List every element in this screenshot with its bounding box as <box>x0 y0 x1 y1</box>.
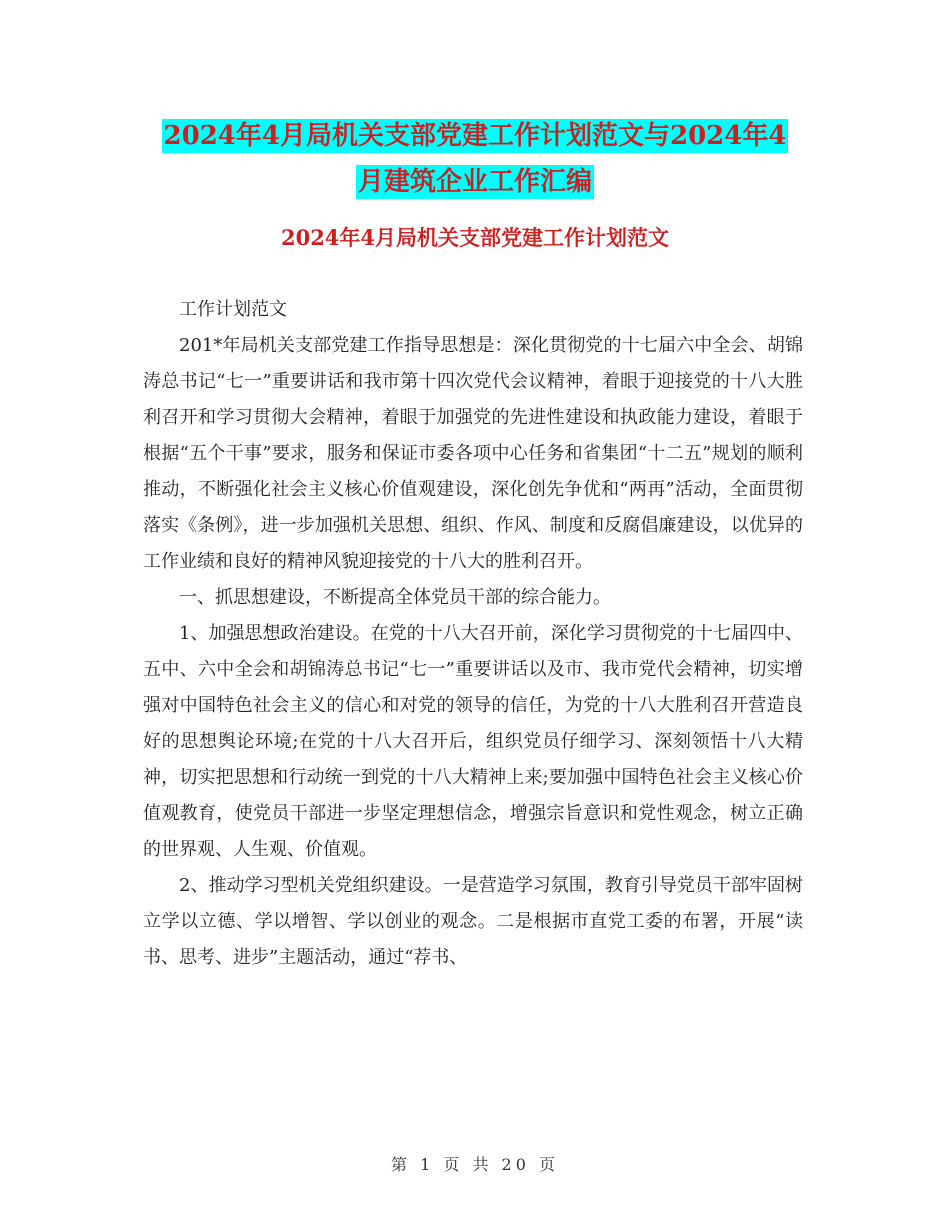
paragraph-section-one: 一、抓思想建设，不断提高全体党员干部的综合能力。 <box>179 587 611 608</box>
paragraph-item-two: 2、推动学习型机关党组织建设。一是营造学习氛围，教育引导党员干部牢固树立学以立德、学以增智、学以创业的观念。二是根据市直党工委的布署，开展“读书、思考、进步”主题活动，通过“荐书、 <box>143 875 803 968</box>
page-footer: 第 1 页 共 20 页 <box>391 1155 559 1174</box>
paragraph-guiding-thought: 201*年局机关支部党建工作指导思想是：深化贯彻党的十七届六中全会、胡锦涛总书记“七一”重要讲话和我市第十四次党代会议精神，着眼于迎接党的十八大胜利召开和学习贯彻大会精神，着眼于加强党的先进性建设和执政能力建设，着眼于根据“五个干事”要求，服务和保证市委各项中心任务和省集团“十二五”规划的顺利推动，不断强化社会主义核心价值观建设，深化创先争优和“两再”活动，全面贯彻落实《条例》，进一步加强机关思想、组织、作风、制度和反腐倡廉建设，以优异的工作业绩和良好的精神风貌迎接党的十八大的胜利召开。 <box>143 335 803 572</box>
document-title-line1: 2024年4月局机关支部党建工作计划范文与2024年4 <box>163 121 787 151</box>
document-body <box>143 292 803 976</box>
paragraph-heading: 工作计划范文 <box>179 299 287 320</box>
document-title-line2: 月建筑企业工作汇编 <box>357 167 592 197</box>
section-title: 2024年4月局机关支部党建工作计划范文 <box>280 225 670 250</box>
paragraph-item-one: 1、加强思想政治建设。在党的十八大召开前，深化学习贯彻党的十七届四中、五中、六中全会和胡锦涛总书记“七一”重要讲话以及市、我市党代会精神，切实增强对中国特色社会主义的信心和对党的领导的信任，为党的十八大胜利召开营造良好的思想舆论环境;在党的十八大召开后，组织党员仔细学习、深刻领悟十八大精神，切实把思想和行动统一到党的十八大精神上来;要加强中国特色社会主义核心价值观教育，使党员干部进一步坚定理想信念，增强宗旨意识和党性观念，树立正确的世界观、人生观、价值观。 <box>143 623 803 860</box>
document-title <box>0 113 950 205</box>
